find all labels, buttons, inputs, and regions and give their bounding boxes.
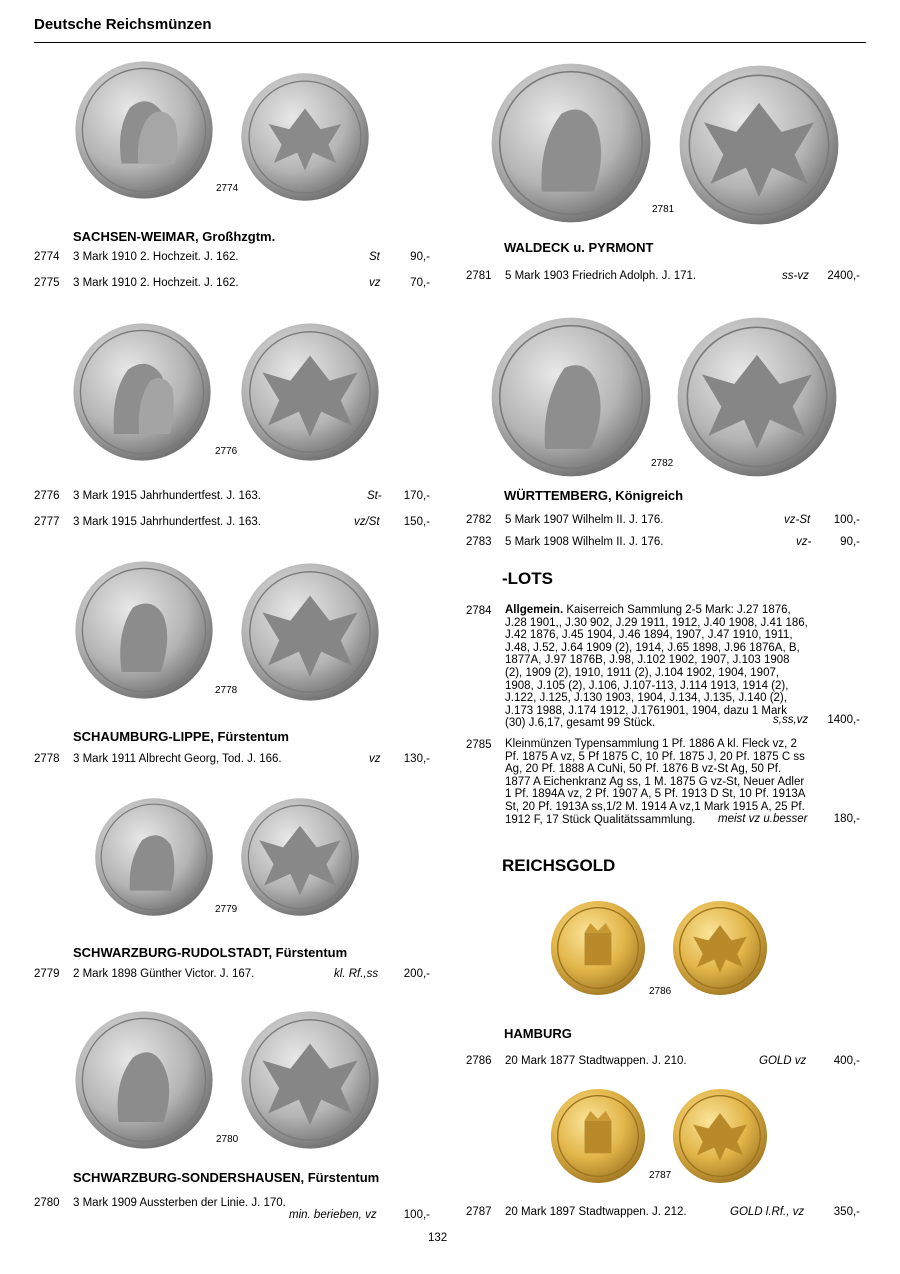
lot-text-line: Ag, 20 Pf. 1888 A CuNi, 50 Pf. 1876 B vz-St Ag, 50 Pf. (505, 763, 782, 776)
lot-description: 3 Mark 1909 Aussterben der Linie. J. 170. (73, 1197, 286, 1209)
lot-row (34, 752, 434, 766)
lot-number: 2783 (466, 536, 492, 548)
lot-grade: St- (367, 490, 382, 502)
coin-obverse-image (490, 62, 652, 224)
image-lot-number: 2781 (652, 204, 675, 215)
lot-number: 2774 (34, 251, 60, 263)
coin-obverse-image (550, 900, 646, 996)
lot-description: 2 Mark 1898 Günther Victor. J. 167. (73, 968, 255, 980)
lot-price: 170,- (403, 490, 430, 502)
lot-price: 400,- (833, 1055, 860, 1067)
coin-obverse-image (550, 1088, 646, 1184)
image-lot-number: 2778 (215, 685, 238, 696)
lot-row (466, 513, 866, 527)
image-lot-number: 2776 (215, 446, 238, 457)
lot-grade: St (369, 251, 380, 263)
lot-price: 180,- (833, 813, 860, 825)
lot-price: 130,- (403, 753, 430, 765)
lot-price: 100,- (833, 514, 860, 526)
lot-number: 2787 (466, 1206, 492, 1218)
lot-price: 100,- (403, 1209, 430, 1221)
lot-description: 5 Mark 1903 Friedrich Adolph. J. 171. (505, 270, 697, 282)
section-title: WALDECK u. PYRMONT (504, 240, 654, 255)
section-title: SCHAUMBURG-LIPPE, Fürstentum (73, 729, 289, 744)
coin-obverse-image (74, 1010, 214, 1150)
lot-grade: meist vz u.besser (718, 813, 808, 825)
lot-text-line: St, 20 Pf. 1913A ss,1/2 M. 1914 A vz,1 Mark 1915 A, 25 Pf. (505, 800, 805, 813)
lot-description: 5 Mark 1907 Wilhelm II. J. 176. (505, 514, 664, 526)
section-title: SACHSEN-WEIMAR, Großhzgtm. (73, 229, 276, 244)
lot-description (505, 604, 817, 730)
lot-description: 3 Mark 1910 2. Hochzeit. J. 162. (73, 277, 239, 289)
lot-grade: ss-vz (782, 270, 809, 282)
lot-number: 2775 (34, 277, 60, 289)
lot-price: 70,- (410, 277, 430, 289)
lot-number: 2779 (34, 968, 60, 980)
lot-text-line: J.42 1876, J.45 1904, J.46 1894, 1907, J.47 1910, 1911, (505, 629, 793, 642)
coin-reverse-image (676, 316, 838, 478)
lot-price: 90,- (410, 251, 430, 263)
coin-obverse-image (72, 322, 212, 462)
lot-price: 200,- (403, 968, 430, 980)
lot-number: 2781 (466, 270, 492, 282)
coin-reverse-image (240, 797, 360, 917)
lot-row (466, 1205, 866, 1219)
lot-number: 2784 (466, 605, 492, 617)
lot-text-line: 1 Pf. 1894A vz, 2 Pf. 1907 A, 5 Pf. 1913 D St, 10 Pf. 1913A (505, 788, 806, 801)
coin-reverse-image (240, 322, 380, 462)
image-lot-number: 2787 (649, 1170, 672, 1181)
lot-description: 20 Mark 1877 Stadtwappen. J. 210. (505, 1055, 687, 1067)
lot-grade: vz- (796, 536, 812, 548)
lot-row (34, 515, 434, 529)
lot-row (466, 1054, 866, 1068)
lot-description: 5 Mark 1908 Wilhelm II. J. 176. (505, 536, 664, 548)
lot-grade: vz (369, 277, 381, 289)
lot-text-line: J.122, J.125, J.130 1903, 1904, J.134, J.135, J.140 (2), (505, 692, 787, 705)
lot-row (466, 269, 866, 283)
lot-price: 150,- (403, 516, 430, 528)
lot-text-line: Pf. 1875 A vz, 5 Pf 1875 C, 10 Pf. 1875 J, 20 Pf. 1875 C ss (505, 750, 805, 763)
image-lot-number: 2782 (651, 458, 674, 469)
lot-grade: GOLD l.Rf., vz (730, 1206, 805, 1218)
lot-text-line (505, 604, 817, 617)
lot-price: 90,- (840, 536, 860, 548)
lot-text-line: J.28 1901,, J.30 902, J.29 1911, 1912, J.40 1908, J.41 186, (505, 616, 808, 629)
coin-obverse-image (490, 316, 652, 478)
header-rule (34, 42, 866, 43)
lot-price: 350,- (833, 1206, 860, 1218)
coin-obverse-image (94, 797, 214, 917)
image-lot-number: 2779 (215, 904, 238, 915)
lot-number: 2782 (466, 514, 492, 526)
coin-reverse-image (240, 1010, 380, 1150)
lot-number: 2786 (466, 1055, 492, 1067)
lot-grade: vz (369, 753, 381, 765)
lot-number: 2778 (34, 753, 60, 765)
page-header-title: Deutsche Reichsmünzen (34, 16, 212, 33)
lot-row (34, 967, 434, 981)
lot-price: 2400,- (827, 270, 860, 282)
lot-description: 3 Mark 1911 Albrecht Georg, Tod. J. 166. (73, 753, 282, 765)
lot-row (466, 738, 866, 828)
coin-reverse-image (240, 562, 380, 702)
lot-text-line: Kaiserreich Sammlung 2-5 Mark: J.27 1876, (563, 604, 791, 616)
lot-grade: vz-St (784, 514, 811, 526)
section-title: HAMBURG (504, 1026, 572, 1041)
image-lot-number: 2780 (216, 1134, 239, 1145)
lot-number: 2777 (34, 516, 60, 528)
lot-row (34, 489, 434, 503)
coin-reverse-image (678, 64, 840, 226)
lot-text-line: (30) J.6,17, gesamt 99 Stück. (505, 717, 656, 730)
lot-grade: min. berieben, vz (289, 1209, 377, 1221)
lot-number: 2785 (466, 739, 492, 751)
lot-grade: kl. Rf.,ss (334, 968, 379, 980)
lot-row (466, 604, 866, 728)
coin-reverse-image (240, 72, 370, 202)
image-lot-number: 2786 (649, 986, 672, 997)
lot-text-line: 1877A, J.97 1876B, J.98, J.102 1902, 1907, J.103 1908 (505, 654, 790, 667)
lot-text-line: J.48, J.52, J.64 1909 (2), 1914, J.65 1898, J.96 1876A, B, (505, 641, 800, 654)
lot-description: 3 Mark 1910 2. Hochzeit. J. 162. (73, 251, 239, 263)
lot-description: 20 Mark 1897 Stadtwappen. J. 212. (505, 1206, 687, 1218)
coin-obverse-image (74, 560, 214, 700)
lot-row (34, 250, 434, 264)
lot-text-line: J.173 1988, J.174 1912, J.1761901, 1904, dazu 1 Mark (505, 704, 787, 717)
lot-number: 2780 (34, 1197, 60, 1209)
lot-row (34, 1196, 434, 1224)
lot-number: 2776 (34, 490, 60, 502)
section-title: WÜRTTEMBERG, Königreich (504, 488, 684, 503)
coin-reverse-image (672, 1088, 768, 1184)
lot-text-line: 1912 F, 17 Stück Qualitätssammlung. (505, 813, 696, 826)
section-title: SCHWARZBURG-SONDERSHAUSEN, Fürstentum (73, 1170, 380, 1185)
lot-grade: GOLD vz (759, 1055, 807, 1067)
lot-lead: Allgemein. (505, 604, 564, 616)
lot-description: 3 Mark 1915 Jahrhundertfest. J. 163. (73, 516, 261, 528)
lots-heading: -LOTS (502, 569, 553, 588)
lot-grade: vz/St (354, 516, 380, 528)
lot-description: 3 Mark 1915 Jahrhundertfest. J. 163. (73, 490, 261, 502)
lot-text-line: 1908, J.105 (2), J.106, J.107-113, J.114 1913, 1914 (2), (505, 679, 789, 692)
reichsgold-heading: REICHSGOLD (502, 856, 616, 875)
page-number: 132 (428, 1232, 448, 1244)
lot-row (34, 276, 434, 290)
lot-row (466, 535, 866, 549)
image-lot-number: 2774 (216, 183, 239, 194)
lot-text-line: 1877 A Eichenkranz Ag ss, 1 M. 1875 G vz-St, Neuer Adler (505, 775, 805, 788)
lot-text-line: Kleinmünzen Typensammlung 1 Pf. 1886 A kl. Fleck vz, 2 (505, 738, 797, 750)
lot-price: 1400,- (827, 714, 860, 726)
coin-reverse-image (672, 900, 768, 996)
coin-obverse-image (74, 60, 214, 200)
lot-text-line: (2), 1909 (2), 1910, 1911 (2), J.104 1902, 1904, 1907, (505, 666, 780, 679)
lot-grade: s,ss,vz (773, 714, 809, 726)
section-title: SCHWARZBURG-RUDOLSTADT, Fürstentum (73, 945, 348, 960)
